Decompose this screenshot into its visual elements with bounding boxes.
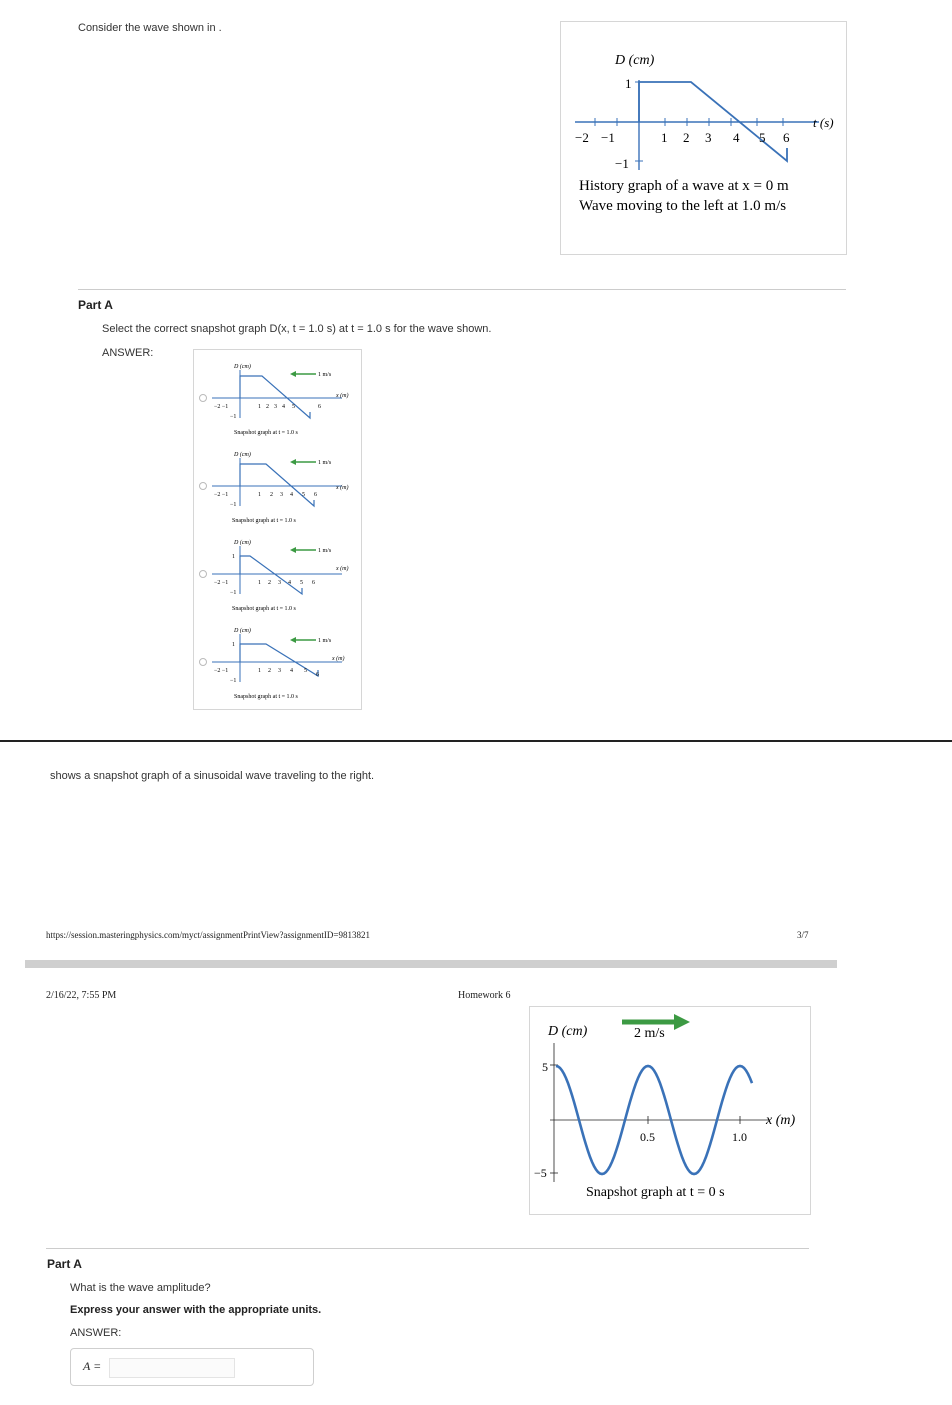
choice-4-yneg: −1 <box>230 678 237 684</box>
c4-t3: 3 <box>278 668 281 674</box>
choice-1-xneg: −2 −1 <box>214 404 229 410</box>
wave-figure <box>529 1006 811 1215</box>
y-tick-1: 1 <box>625 76 632 91</box>
c3-t3: 3 <box>278 580 281 586</box>
amplitude-input[interactable] <box>109 1358 235 1378</box>
choice-1-yneg: −1 <box>230 414 237 420</box>
choice-2-xneg: −2 −1 <box>214 492 229 498</box>
c4-t1: 1 <box>258 668 261 674</box>
choice-3[interactable] <box>194 526 360 612</box>
c1-t5: 5 <box>292 404 295 410</box>
c3-t2: 2 <box>268 580 271 586</box>
c3-t4: 4 <box>288 580 291 586</box>
x-tick-minus2: −2 <box>575 130 589 145</box>
part-a2-question: What is the wave amplitude? <box>70 1282 211 1294</box>
arrowhead-icon <box>674 1014 690 1030</box>
choice-3-xlabel: x (m) <box>336 566 349 572</box>
x-axis-label: t (s) <box>813 115 834 130</box>
c3-t1: 1 <box>258 580 261 586</box>
amplitude-input-label: A = <box>83 1359 102 1373</box>
choice-3-caption: Snapshot graph at t = 1.0 s <box>232 606 296 612</box>
x-tick-3: 3 <box>705 130 712 145</box>
choice-1[interactable] <box>194 350 360 436</box>
wave-caption: Snapshot graph at t = 0 s <box>586 1185 725 1200</box>
choice-3-speed: 1 m/s <box>318 548 332 554</box>
c1-t2: 2 <box>266 404 269 410</box>
part-a-question: Select the correct snapshot graph D(x, t = 1.0 s) at t = 1.0 s for the wave shown. <box>102 323 492 335</box>
caption-line1: History graph of a wave at x = 0 m <box>579 178 789 194</box>
choice-3-yneg: −1 <box>230 590 237 596</box>
choice-4-xlabel: x (m) <box>332 656 345 662</box>
wave-y-label: D (cm) <box>548 1024 588 1039</box>
caption-line2: Wave moving to the left at 1.0 m/s <box>579 198 787 214</box>
choice-2[interactable] <box>194 438 360 524</box>
page2-intro: shows a snapshot graph of a sinusoidal wave traveling to the right. <box>50 770 375 782</box>
part-a2-heading: Part A <box>47 1257 82 1271</box>
choice-2-graph <box>206 444 356 526</box>
part-a2-answer-label: ANSWER: <box>70 1327 122 1339</box>
wave-x-tick-1-0: 1.0 <box>732 1130 747 1144</box>
c4-t6: 6 <box>316 672 319 678</box>
c1-t4: 4 <box>282 404 285 410</box>
choice-2-speed: 1 m/s <box>318 460 332 466</box>
choice-1-xlabel: x (m) <box>336 393 349 399</box>
choice-2-yneg: −1 <box>230 502 237 508</box>
x-tick-minus1: −1 <box>601 130 615 145</box>
footer-url: https://session.masteringphysics.com/myct/assignmentPrintView?assignmentID=9813821 <box>46 930 371 940</box>
c4-t5: 5 <box>304 668 307 674</box>
history-graph <box>561 22 846 254</box>
choice-2-ylabel: D (cm) <box>234 452 251 458</box>
choice-4[interactable] <box>194 614 360 700</box>
part-a-heading: Part A <box>78 298 113 312</box>
intro-text: Consider the wave shown in . <box>78 22 222 34</box>
c2-t2: 2 <box>270 492 273 498</box>
wave-y-tick-neg: −5 <box>534 1166 547 1180</box>
c2-t4: 4 <box>290 492 293 498</box>
divider <box>78 289 846 290</box>
choice-4-xneg: −2 −1 <box>214 668 229 674</box>
wave-y-tick-pos: 5 <box>542 1060 548 1074</box>
c1-t1: 1 <box>258 404 261 410</box>
c3-t6: 6 <box>312 580 315 586</box>
c2-t3: 3 <box>280 492 283 498</box>
c4-t2: 2 <box>268 668 271 674</box>
choice-1-speed: 1 m/s <box>318 372 332 378</box>
choice-1-caption: Snapshot graph at t = 1.0 s <box>234 430 298 436</box>
choice-1-graph <box>206 356 356 438</box>
footer-page-number: 3/7 <box>797 930 809 940</box>
y-tick-minus1: −1 <box>615 156 629 171</box>
c2-t5: 5 <box>302 492 305 498</box>
history-graph-figure <box>560 21 847 255</box>
c4-t4: 4 <box>290 668 293 674</box>
choice-2-caption: Snapshot graph at t = 1.0 s <box>232 518 296 524</box>
choice-4-ylabel: D (cm) <box>234 628 251 634</box>
wave-x-tick-0-5: 0.5 <box>640 1130 655 1144</box>
header-date: 2/16/22, 7:55 PM <box>46 990 117 1001</box>
x-tick-2: 2 <box>683 130 690 145</box>
choice-4-graph <box>206 620 356 702</box>
choice-3-ypos: 1 <box>232 554 235 560</box>
c2-t1: 1 <box>258 492 261 498</box>
x-tick-5: 5 <box>759 130 766 145</box>
choice-2-xlabel: x (m) <box>336 485 349 491</box>
c1-t6: 6 <box>318 404 321 410</box>
x-tick-4: 4 <box>733 130 740 145</box>
x-tick-1: 1 <box>661 130 668 145</box>
choice-4-speed: 1 m/s <box>318 638 332 644</box>
header-title: Homework 6 <box>458 990 511 1001</box>
divider-2 <box>46 1248 809 1249</box>
x-tick-6: 6 <box>783 130 790 145</box>
wave-x-label: x (m) <box>766 1113 796 1128</box>
choice-4-ypos: 1 <box>232 642 235 648</box>
c2-t6: 6 <box>314 492 317 498</box>
choice-3-ylabel: D (cm) <box>234 540 251 546</box>
page-break-bar <box>25 960 837 968</box>
answer-label: ANSWER: <box>102 347 154 359</box>
answer-box <box>70 1348 314 1386</box>
choice-3-graph <box>206 532 356 614</box>
c3-t5: 5 <box>300 580 303 586</box>
part-a2-instruction: Express your answer with the appropriate units. <box>70 1304 322 1316</box>
choice-4-caption: Snapshot graph at t = 1.0 s <box>234 694 298 700</box>
choice-3-xneg: −2 −1 <box>214 580 229 586</box>
wave-graph <box>530 1007 810 1214</box>
answer-choices-box <box>193 349 362 710</box>
choice-1-ylabel: D (cm) <box>234 364 251 370</box>
c1-t3: 3 <box>274 404 277 410</box>
screenshot-separator <box>0 740 952 742</box>
y-axis-label: D (cm) <box>615 53 655 68</box>
wave-speed: 2 m/s <box>634 1026 665 1041</box>
